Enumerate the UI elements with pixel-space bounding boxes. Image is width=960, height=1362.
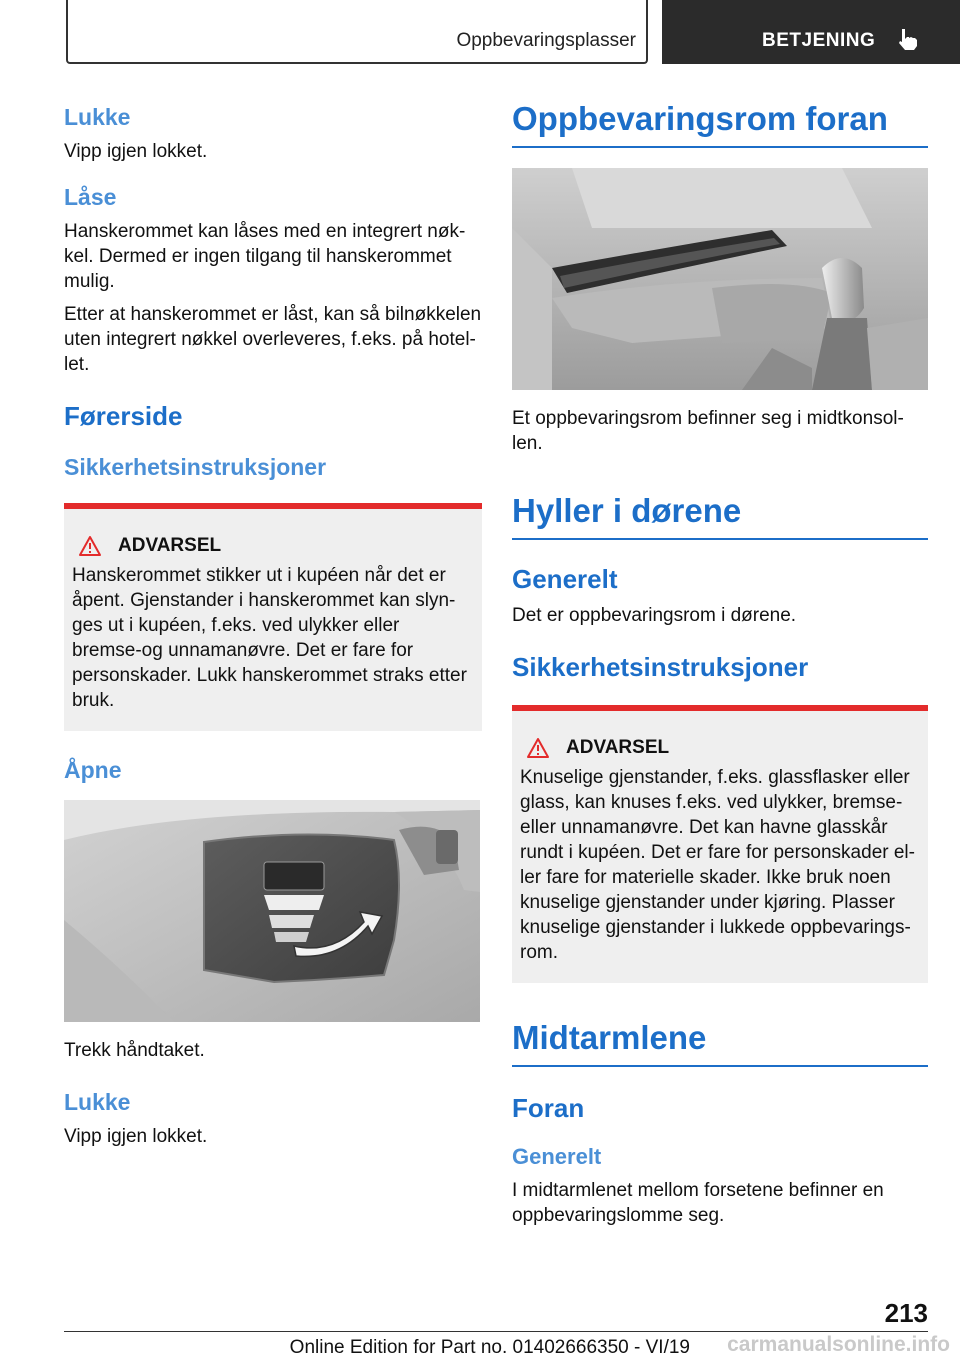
warning-title-text-left: ADVARSEL — [118, 535, 222, 556]
text-laase-2: Etter at hanskerommet er låst, kan så bilnøkkelen uten integrert nøkkel overleveres, f.eks. på hotel-let. — [64, 304, 482, 375]
text-lukke: Vipp igjen lokket. — [64, 141, 208, 162]
warning-text-left: Hanskerommet stikker ut i kupéen når det er åpent. Gjenstander i hanskerommet kan slyn-ges ut i kupéen, f.eks. ved ulykker eller bremse-og unnamanøvre. Det er fare for personskader. Lukk hanskerommet straks etter bruk. — [72, 565, 467, 711]
warning-text-right: Knuselige gjenstander, f.eks. glassflasker eller glass, kan knuses f.eks. ved ulykker, bremse-eller unnamanøvre. Det kan havne glasskår rundt i kupéen. Det er fare for personskader el-ler fare for materielle skader. Ikke bruk noen knuselige gjenstander under kjøring. Plasser knuselige gjenstander i lukkede oppbevarings-rom. — [520, 767, 915, 963]
warning-title-text-right: ADVARSEL — [566, 737, 670, 758]
text-generelt-2: I midtarmlenet mellom forsetene befinner en oppbevaringslomme seg. — [512, 1180, 884, 1226]
hand-pointer-icon — [894, 26, 920, 52]
chapter-heading-hyller: Hyller i dørene — [512, 492, 928, 540]
header-chapter-tab — [662, 0, 960, 64]
warning-triangle-icon — [526, 737, 550, 759]
heading-forerside: Førerside — [64, 401, 183, 431]
warning-triangle-icon — [78, 535, 102, 557]
warning-box-right — [512, 705, 928, 983]
chapter-heading-oppbevaringsrom: Oppbevaringsrom foran — [512, 100, 928, 148]
warning-title-left — [72, 535, 474, 557]
center-console-storage-photo — [512, 168, 928, 390]
caption-aapne-photo: Trekk håndtaket. — [64, 1040, 205, 1061]
caption-console-photo: Et oppbevaringsrom befinner seg i midtkonsol-len. — [512, 408, 904, 454]
footer-divider — [64, 1331, 928, 1332]
heading-laase: Låse — [64, 184, 117, 210]
chapter-heading-midtarmlene: Midtarmlene — [512, 1019, 928, 1067]
heading-safety-right: Sikkerhetsinstruksjoner — [512, 652, 809, 682]
text-laase-1: Hanskerommet kan låses med en integrert nøk-kel. Dermed er ingen tilgang til hanskerommet mulig. — [64, 221, 466, 292]
header-section-title: Oppbevaringsplasser — [456, 30, 636, 51]
left-column — [64, 100, 482, 1149]
header-chapter-title: BETJENING — [762, 30, 876, 51]
heading-generelt: Generelt — [512, 564, 618, 594]
heading-lukke-2: Lukke — [64, 1089, 131, 1115]
footer-edition: Online Edition for Part no. 01402666350 - VI/19 — [289, 1337, 690, 1358]
warning-box-left — [64, 503, 482, 731]
page-number: 213 — [884, 1298, 928, 1328]
footer-watermark: carmanualsonline.info — [727, 1333, 950, 1356]
heading-generelt-2: Generelt — [512, 1144, 602, 1169]
text-lukke-2: Vipp igjen lokket. — [64, 1126, 208, 1147]
warning-title-right — [520, 737, 920, 759]
text-generelt: Det er oppbevaringsrom i dørene. — [512, 605, 797, 626]
heading-foran: Foran — [512, 1093, 585, 1123]
heading-safety-left: Sikkerhetsinstruksjoner — [64, 454, 327, 480]
right-column — [512, 100, 928, 1228]
heading-aapne: Åpne — [64, 757, 122, 783]
page-header — [0, 0, 960, 64]
glovebox-handle-photo — [64, 800, 480, 1022]
heading-lukke: Lukke — [64, 104, 131, 130]
